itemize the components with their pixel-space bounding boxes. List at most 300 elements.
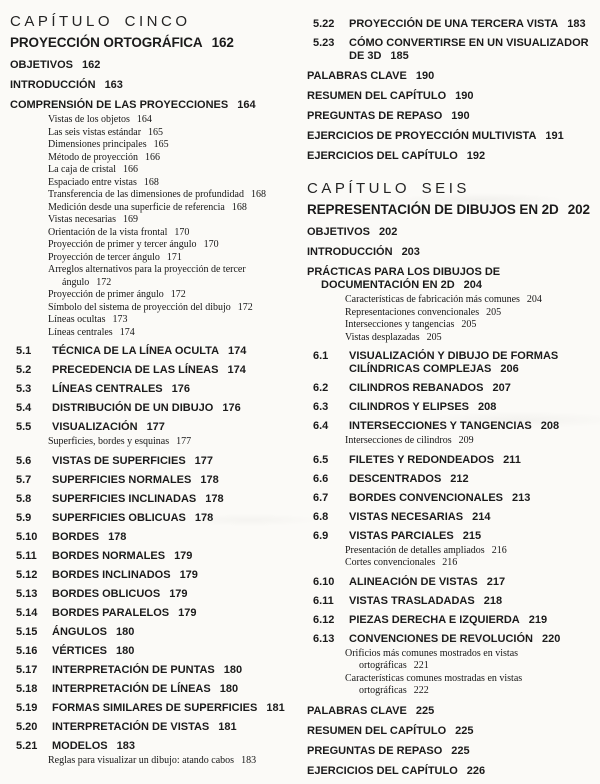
- chapter-kicker: CAPÍTULO CINCO: [10, 13, 191, 30]
- entry-title: PREGUNTAS DE REPASO: [307, 110, 443, 122]
- sub-entry-title: Orientación de la vista frontal: [48, 226, 168, 238]
- toc-column-1: [10, 12, 293, 778]
- toc-entry: [307, 37, 590, 63]
- page-number: 211: [503, 453, 521, 466]
- page-number: 178: [194, 511, 214, 524]
- sub-entries: [307, 435, 590, 448]
- page-number: 219: [528, 613, 548, 626]
- entry-body: [52, 702, 293, 715]
- entry-body: [52, 721, 293, 734]
- toc-entry: [10, 702, 293, 715]
- sub-entry: [307, 545, 590, 558]
- sub-entry-title: Las seis vistas estándar: [48, 126, 142, 138]
- sub-entry-title: Superficies, bordes y esquinas: [48, 436, 170, 447]
- page-number: 179: [179, 568, 198, 581]
- page-number: 205: [461, 319, 477, 330]
- entry-body: [52, 421, 293, 434]
- sub-entry: [10, 302, 293, 315]
- toc-entry: [10, 345, 293, 358]
- toc-entry: [307, 350, 590, 376]
- entry-title: CILINDROS REBANADOS: [349, 382, 484, 394]
- section-number: 6.12: [313, 613, 335, 626]
- page-number: 180: [223, 663, 243, 676]
- entry-title: PALABRAS CLAVE: [307, 70, 407, 82]
- toc-entry: [307, 90, 590, 103]
- entry-title: ÁNGULOS: [52, 625, 107, 638]
- section-number: 5.3: [16, 383, 32, 395]
- toc-entry: [10, 531, 293, 544]
- section-number: 6.13: [313, 632, 335, 645]
- section-number: 5.17: [16, 663, 38, 676]
- page-number: 218: [483, 594, 503, 607]
- entry-title: PIEZAS DERECHA E IZQUIERDA: [349, 613, 520, 626]
- section-number: 6.6: [313, 472, 329, 485]
- sub-entries: [10, 755, 293, 768]
- page-number: 183: [567, 18, 586, 30]
- page-number: 204: [526, 294, 542, 305]
- entry-title: VISTAS NECESARIAS: [349, 510, 464, 523]
- section-number: 5.13: [16, 587, 38, 600]
- page-number: 168: [143, 176, 159, 188]
- sub-entry: [10, 164, 293, 177]
- sub-entry: [10, 214, 293, 227]
- page-number: 190: [451, 110, 470, 122]
- page-number: 214: [472, 510, 491, 523]
- entry-title: BORDES NORMALES: [52, 549, 166, 562]
- entry-title: SUPERFICIES INCLINADAS: [52, 492, 197, 505]
- page-number: 180: [116, 644, 135, 657]
- entry-body: [349, 633, 590, 646]
- sub-entry-title: Orificios más comunes mostrados en vistas ortográficas: [345, 647, 519, 671]
- entry-body: [349, 350, 590, 376]
- entry-body: [52, 383, 293, 396]
- entry-body: [52, 626, 293, 639]
- page-number: 168: [250, 189, 266, 200]
- entry-title: VISTAS DE SUPERFICIES: [52, 454, 186, 467]
- page-number: 192: [466, 150, 486, 162]
- entry-body: [52, 531, 293, 544]
- sub-entry-title: Cortes convencionales: [345, 557, 436, 568]
- section-number: 6.4: [313, 420, 329, 432]
- sub-entries: [307, 648, 590, 698]
- sub-entry: [10, 289, 293, 302]
- section-number: 5.12: [16, 568, 38, 581]
- entry-title: BORDES: [52, 530, 100, 543]
- page-number: 208: [478, 401, 497, 413]
- entry-title: OBJETIVOS: [307, 226, 370, 238]
- entry-body: [52, 493, 293, 506]
- page-number: 207: [492, 382, 511, 394]
- sub-entry-title: Reglas para visualizar un dibujo: atando cabos: [48, 754, 235, 766]
- sub-entries: [10, 436, 293, 449]
- sub-entry-title: Vistas desplazadas: [345, 331, 420, 343]
- entry-body: [52, 645, 293, 658]
- toc-column-2: [307, 12, 590, 778]
- sub-entry: [10, 114, 293, 127]
- entry-body: [349, 382, 590, 395]
- entry-title: SUPERFICIES OBLICUAS: [52, 511, 186, 524]
- entry-title: PRECEDENCIA DE LAS LÍNEAS: [52, 364, 219, 376]
- sub-entry-title: Proyección de primer ángulo: [48, 289, 164, 300]
- section-number: 6.5: [313, 453, 329, 466]
- toc-entry: [307, 454, 590, 467]
- sub-entry: [10, 314, 293, 327]
- section-number: 5.19: [16, 701, 38, 714]
- page-number: 225: [455, 724, 474, 737]
- sub-entries: [307, 294, 590, 344]
- chapter-title: [307, 200, 590, 219]
- entry-title: VÉRTICES: [52, 644, 108, 657]
- sub-entry-title: Intersecciones de cilindros: [345, 435, 452, 446]
- page-number: 216: [491, 544, 507, 556]
- entry-title: RESUMEN DEL CAPÍTULO: [307, 90, 447, 102]
- section-number: 6.11: [313, 594, 334, 607]
- page-number: 205: [426, 331, 442, 343]
- sub-entry: [10, 202, 293, 215]
- toc-entry: [307, 530, 590, 543]
- toc-entry: [307, 70, 590, 83]
- page-number: 172: [170, 289, 186, 300]
- sub-entry: [10, 189, 293, 202]
- toc-entry: [10, 455, 293, 468]
- toc-entry: [307, 382, 590, 395]
- entry-title: EJERCICIOS DE PROYECCIÓN MULTIVISTA: [307, 130, 537, 142]
- page-number: 174: [227, 364, 246, 376]
- toc-entry: [10, 512, 293, 525]
- entry-body: [52, 607, 293, 620]
- sub-entry-title: Proyección de primer y tercer ángulo: [48, 239, 197, 250]
- section-number: 5.21: [16, 739, 38, 752]
- toc-entry: [10, 79, 293, 92]
- page-number: 180: [116, 625, 135, 638]
- sub-entry: [307, 319, 590, 332]
- entry-body: [349, 473, 590, 486]
- page-number: 220: [541, 632, 561, 645]
- entry-title: INTERPRETACIÓN DE VISTAS: [52, 720, 210, 733]
- toc-entry: [307, 150, 590, 163]
- toc-entry: [307, 705, 590, 718]
- entry-body: [349, 530, 590, 543]
- section-number: 5.14: [16, 606, 38, 619]
- sub-entry-title: Líneas ocultas: [48, 314, 106, 325]
- page-number: 166: [144, 151, 160, 163]
- toc-entry: [307, 130, 590, 143]
- sub-entry: [10, 436, 293, 449]
- section-number: 5.8: [16, 492, 32, 505]
- entry-body: [52, 550, 293, 563]
- section-number: 6.9: [313, 529, 329, 542]
- sub-entry-title: Dimensiones principales: [48, 139, 147, 150]
- page-number: 177: [146, 421, 165, 433]
- page-number: 179: [169, 587, 188, 600]
- page-number: 191: [545, 130, 564, 142]
- page-number: 170: [174, 226, 190, 238]
- entry-title: CILINDROS Y ELIPSES: [349, 401, 470, 413]
- sub-entry-title: Símbolo del sistema de proyección del dibujo: [48, 301, 231, 313]
- entry-title: MODELOS: [52, 739, 108, 752]
- toc-entry: [307, 246, 590, 259]
- section-number: 5.10: [16, 530, 38, 543]
- sub-entry: [10, 327, 293, 340]
- toc-entry: [10, 550, 293, 563]
- sub-entry-title: Proyección de tercer ángulo: [48, 251, 160, 263]
- toc-entry: [307, 765, 590, 778]
- page-number: 164: [136, 114, 152, 125]
- toc-entry: [10, 588, 293, 601]
- entry-title: LÍNEAS CENTRALES: [52, 383, 163, 395]
- section-number: 5.2: [16, 364, 32, 376]
- toc-entry: [10, 421, 293, 434]
- page-number: 204: [463, 279, 482, 291]
- page-number: 171: [166, 251, 182, 263]
- entry-body: [52, 345, 293, 358]
- chapter-title-text: PROYECCIÓN ORTOGRÁFICA: [10, 35, 203, 50]
- section-number: 5.16: [16, 644, 38, 657]
- toc-entry: [307, 614, 590, 627]
- entry-title: OBJETIVOS: [10, 59, 73, 71]
- entry-body: [52, 683, 293, 696]
- section-number: 5.18: [16, 682, 38, 695]
- page-number: 226: [466, 764, 486, 777]
- page-number: 172: [237, 301, 253, 313]
- entry-title: RESUMEN DEL CAPÍTULO: [307, 724, 447, 737]
- toc-entry: [10, 683, 293, 696]
- entry-title: SUPERFICIES NORMALES: [52, 473, 192, 486]
- sub-entries: [10, 114, 293, 339]
- sub-entries: [307, 545, 590, 570]
- toc-entry: [307, 745, 590, 758]
- entry-body: [349, 614, 590, 627]
- section-number: 5.22: [313, 18, 335, 30]
- page-number: 162: [81, 59, 101, 71]
- page-number: 203: [401, 246, 420, 258]
- sub-entry: [307, 648, 590, 673]
- entry-body: [52, 569, 293, 582]
- toc-entry: [10, 645, 293, 658]
- sub-entry: [10, 177, 293, 190]
- sub-entry-title: Arreglos alternativos para la proyección de tercer ángulo: [48, 264, 246, 288]
- toc-entry: [10, 569, 293, 582]
- chapter-title-text: REPRESENTACIÓN DE DIBUJOS EN 2D: [307, 202, 559, 217]
- sub-entry-title: Presentación de detalles ampliados: [345, 544, 485, 556]
- section-number: 6.1: [313, 350, 329, 362]
- page-number: 170: [203, 239, 219, 250]
- toc-entry: [10, 626, 293, 639]
- page-number: 183: [241, 754, 257, 766]
- toc-entry: [10, 402, 293, 415]
- section-number: 5.15: [16, 625, 38, 638]
- entry-body: [349, 37, 590, 63]
- page-number: 181: [266, 701, 285, 714]
- entry-title: PALABRAS CLAVE: [307, 704, 407, 717]
- toc-entry: [307, 420, 590, 433]
- entry-body: [349, 576, 590, 589]
- toc-entry: [307, 725, 590, 738]
- toc-entry: [10, 721, 293, 734]
- toc-entry: [307, 18, 590, 31]
- entry-body: [349, 401, 590, 414]
- page-number: 177: [176, 436, 192, 447]
- page-number: 174: [119, 326, 135, 338]
- toc-entry: [10, 99, 293, 112]
- section-number: 6.3: [313, 401, 329, 413]
- page-number: 177: [194, 454, 214, 467]
- toc-entry: [10, 383, 293, 396]
- page-number: 179: [174, 549, 193, 562]
- page-number: 178: [205, 492, 224, 505]
- sub-entry-title: Líneas centrales: [48, 326, 113, 338]
- sub-entry: [10, 252, 293, 265]
- page-number: 206: [500, 363, 519, 375]
- toc-entry: [307, 110, 590, 123]
- page-number: 209: [458, 435, 474, 446]
- sub-entry: [307, 307, 590, 320]
- sub-entry: [10, 139, 293, 152]
- sub-entry-title: Vistas necesarias: [48, 214, 116, 225]
- page-number: 225: [451, 744, 470, 757]
- entry-body: [349, 511, 590, 524]
- entry-body: [52, 455, 293, 468]
- entry-body: [52, 664, 293, 677]
- section-number: 5.4: [16, 402, 32, 414]
- sub-entry-title: Vistas de los objetos: [48, 114, 130, 125]
- page-number: 205: [486, 306, 502, 318]
- entry-body: [52, 402, 293, 415]
- entry-title: INTRODUCCIÓN: [10, 79, 96, 91]
- entry-title: PREGUNTAS DE REPASO: [307, 744, 443, 757]
- sub-entry: [10, 152, 293, 165]
- sub-entry-title: Espaciado entre vistas: [48, 176, 137, 188]
- section-number: 5.7: [16, 473, 32, 486]
- entry-title: CÓMO CONVERTIRSE EN UN VISUALIZADOR DE 3D: [349, 37, 589, 62]
- sub-entry: [307, 435, 590, 448]
- entry-title: CONVENCIONES DE REVOLUCIÓN: [349, 632, 533, 645]
- section-number: 5.1: [16, 345, 32, 357]
- entry-title: INTERSECCIONES Y TANGENCIAS: [349, 420, 532, 432]
- page-number: 163: [104, 79, 123, 91]
- entry-body: [52, 512, 293, 525]
- toc-entry: [307, 511, 590, 524]
- entry-title: TÉCNICA DE LA LÍNEA OCULTA: [52, 345, 220, 357]
- page-number: 185: [390, 50, 409, 62]
- toc-entry: [307, 266, 590, 292]
- entry-title: INTRODUCCIÓN: [307, 246, 393, 258]
- entry-body: [52, 588, 293, 601]
- entry-title: FILETES Y REDONDEADOS: [349, 453, 495, 466]
- entry-body: [52, 364, 293, 377]
- entry-title: EJERCICIOS DEL CAPÍTULO: [307, 150, 458, 162]
- entry-title: VISUALIZACIÓN: [52, 421, 138, 433]
- entry-title: BORDES CONVENCIONALES: [349, 491, 504, 504]
- toc-entry: [10, 474, 293, 487]
- page-number: 183: [116, 739, 135, 752]
- entry-title: INTERPRETACIÓN DE PUNTAS: [52, 663, 215, 676]
- page-number: 180: [219, 682, 239, 695]
- toc-entry: [307, 401, 590, 414]
- section-number: 6.10: [313, 575, 335, 588]
- page-number: 166: [123, 164, 139, 175]
- toc-entry: [307, 492, 590, 505]
- section-number: 6.8: [313, 510, 329, 523]
- page-number: 216: [442, 557, 458, 568]
- toc-entry: [307, 226, 590, 239]
- page-number: 181: [218, 720, 237, 733]
- entry-body: [349, 454, 590, 467]
- sub-entry-title: Intersecciones y tangencias: [345, 319, 455, 330]
- page-number: 202: [567, 202, 590, 217]
- toc-entry: [307, 473, 590, 486]
- page-number: 178: [108, 530, 127, 543]
- toc-entry: [307, 595, 590, 608]
- entry-body: [52, 474, 293, 487]
- toc-entry: [307, 576, 590, 589]
- sub-entry-title: Medición desde una superficie de referencia: [48, 201, 225, 213]
- entry-title: COMPRENSIÓN DE LAS PROYECCIONES: [10, 99, 229, 111]
- sub-entry: [10, 227, 293, 240]
- sub-entry-title: Representaciones convencionales: [345, 306, 480, 318]
- entry-body: [349, 595, 590, 608]
- sub-entry-title: Características de fabricación más comunes: [345, 294, 520, 305]
- entry-title: EJERCICIOS DEL CAPÍTULO: [307, 764, 458, 777]
- page-number: 190: [455, 90, 474, 102]
- toc-entry: [10, 364, 293, 377]
- page-number: 225: [415, 704, 435, 717]
- entry-title: DESCENTRADOS: [349, 472, 442, 485]
- sub-entry: [10, 239, 293, 252]
- section-number: 5.6: [16, 454, 32, 467]
- section-number: 5.11: [16, 549, 37, 562]
- page-number: 165: [148, 126, 164, 138]
- page-number: 173: [112, 314, 128, 325]
- page-number: 169: [122, 214, 138, 225]
- toc-entry: [10, 493, 293, 506]
- entry-title: BORDES PARALELOS: [52, 606, 170, 619]
- entry-title: BORDES OBLICUOS: [52, 587, 161, 600]
- page-number: 179: [178, 606, 197, 619]
- page-number: 174: [228, 345, 247, 357]
- page-number: 178: [200, 473, 219, 486]
- page-number: 162: [211, 35, 234, 50]
- entry-body: [52, 740, 293, 753]
- page-number: 190: [415, 70, 435, 82]
- entry-title: PRÁCTICAS PARA LOS DIBUJOS DE DOCUMENTACIÓN EN 2D: [307, 266, 501, 291]
- section-number: 6.7: [313, 491, 329, 504]
- chapter-title: [10, 33, 293, 52]
- entry-body: [349, 420, 590, 433]
- entry-title: ALINEACIÓN DE VISTAS: [349, 575, 478, 588]
- page-number: 222: [413, 685, 429, 696]
- page-number: 202: [378, 226, 398, 238]
- page-number: 221: [413, 660, 429, 671]
- entry-title: DISTRIBUCIÓN DE UN DIBUJO: [52, 402, 214, 414]
- page-number: 217: [486, 575, 506, 588]
- toc-entry: [10, 607, 293, 620]
- entry-title: VISTAS PARCIALES: [349, 529, 454, 542]
- entry-body: [349, 18, 590, 31]
- entry-title: FORMAS SIMILARES DE SUPERFICIES: [52, 701, 258, 714]
- toc-entry: [307, 633, 590, 646]
- entry-title: PROYECCIÓN DE UNA TERCERA VISTA: [349, 18, 559, 30]
- section-number: 5.20: [16, 720, 38, 733]
- page-number: 212: [450, 472, 469, 485]
- page-number: 215: [462, 529, 482, 542]
- section-number: 5.5: [16, 421, 32, 433]
- chapter-kicker: CAPÍTULO SEIS: [307, 180, 470, 197]
- sub-entry-title: Características comunes mostradas en vistas ortográficas: [345, 672, 523, 696]
- page-number: 172: [96, 276, 112, 288]
- sub-entry: [10, 755, 293, 768]
- toc-entry: [10, 740, 293, 753]
